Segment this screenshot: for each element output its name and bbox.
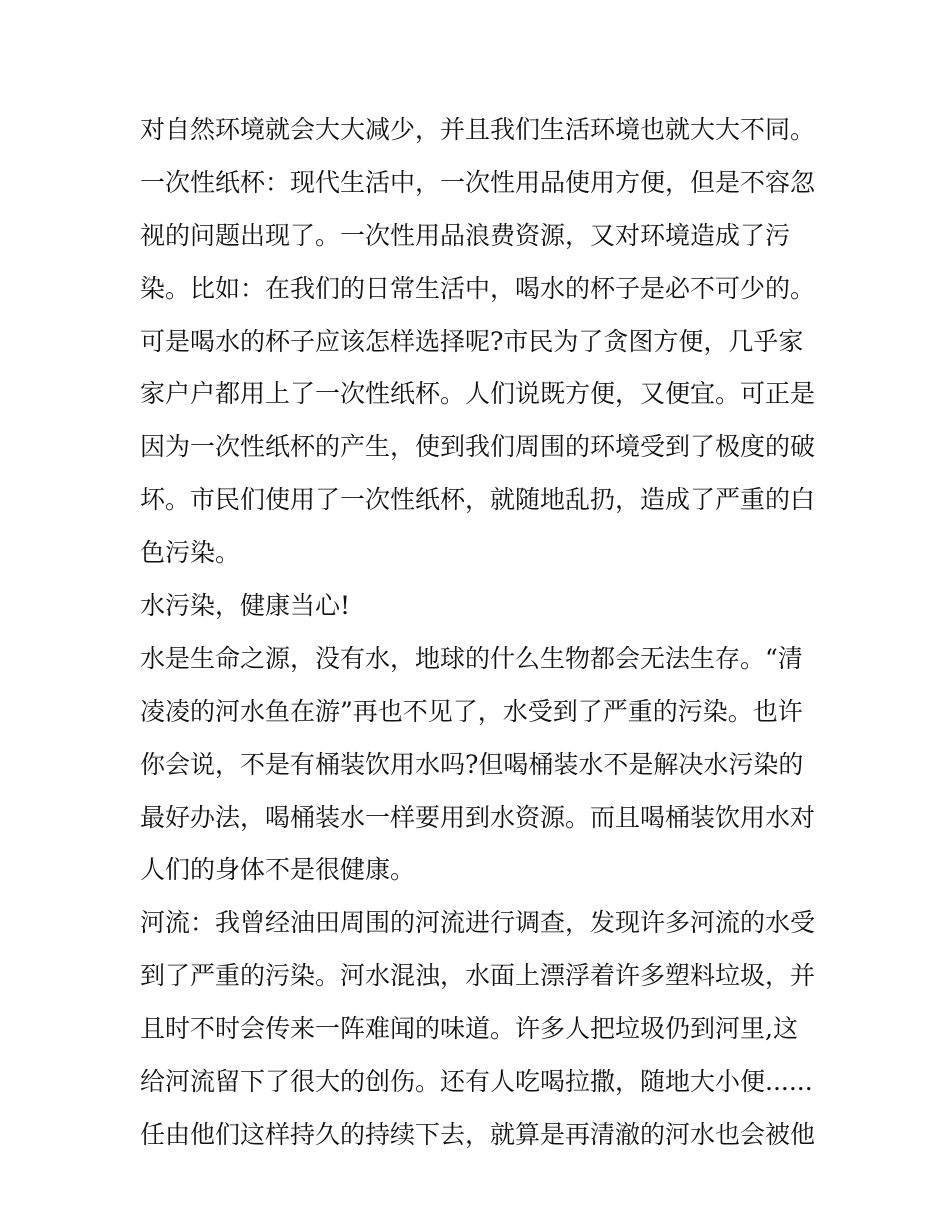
text-line: 任由他们这样持久的持续下去，就算是再清澈的河水也会被他 (140, 1119, 816, 1149)
text-line: 且时不时会传来一阵难闻的味道。许多人把垃圾仍到河里,这 (140, 1014, 798, 1044)
text-line: 人们的身体不是很健康。 (140, 855, 416, 885)
text-line: 色污染。 (140, 538, 241, 568)
text-line: 可是喝水的杯子应该怎样选择呢?市民为了贪图方便，几乎家 (140, 326, 804, 356)
text-line: 因为一次性纸杯的产生，使到我们周围的环境受到了极度的破 (140, 432, 816, 462)
text-line: 水是生命之源，没有水，地球的什么生物都会无法生存。“清 (140, 643, 803, 673)
text-line: 凌凌的河水鱼在游”再也不见了，水受到了严重的污染。也许 (140, 696, 803, 726)
text-line: 你会说，不是有桶装饮用水吗?但喝桶装水不是解决水污染的 (140, 749, 804, 779)
text-line: 河流：我曾经油田周围的河流进行调查，发现许多河流的水受 (140, 908, 816, 938)
section-heading: 水污染，健康当心! (140, 591, 351, 621)
text-line: 视的问题出现了。一次性用品浪费资源，又对环境造成了污 (140, 220, 791, 250)
text-line: 家户户都用上了一次性纸杯。人们说既方便，又便宜。可正是 (140, 379, 816, 409)
text-line: 一次性纸杯：现代生活中，一次性用品使用方便，但是不容忽 (140, 167, 816, 197)
text-line: 坏。市民们使用了一次性纸杯，就随地乱扔，造成了严重的白 (140, 485, 816, 515)
text-line: 最好办法，喝桶装水一样要用到水资源。而且喝桶装饮用水对 (140, 802, 816, 832)
text-line: 对自然环境就会大大减少，并且我们生活环境也就大大不同。 (140, 115, 816, 144)
text-line: 给河流留下了很大的创伤。还有人吃喝拉撒，随地大小便...... (140, 1067, 813, 1097)
text-line: 到了严重的污染。河水混浊，水面上漂浮着许多塑料垃圾，并 (140, 961, 816, 991)
text-line: 染。比如：在我们的日常生活中，喝水的杯子是必不可少的。 (140, 273, 816, 303)
body-text (140, 104, 820, 1162)
